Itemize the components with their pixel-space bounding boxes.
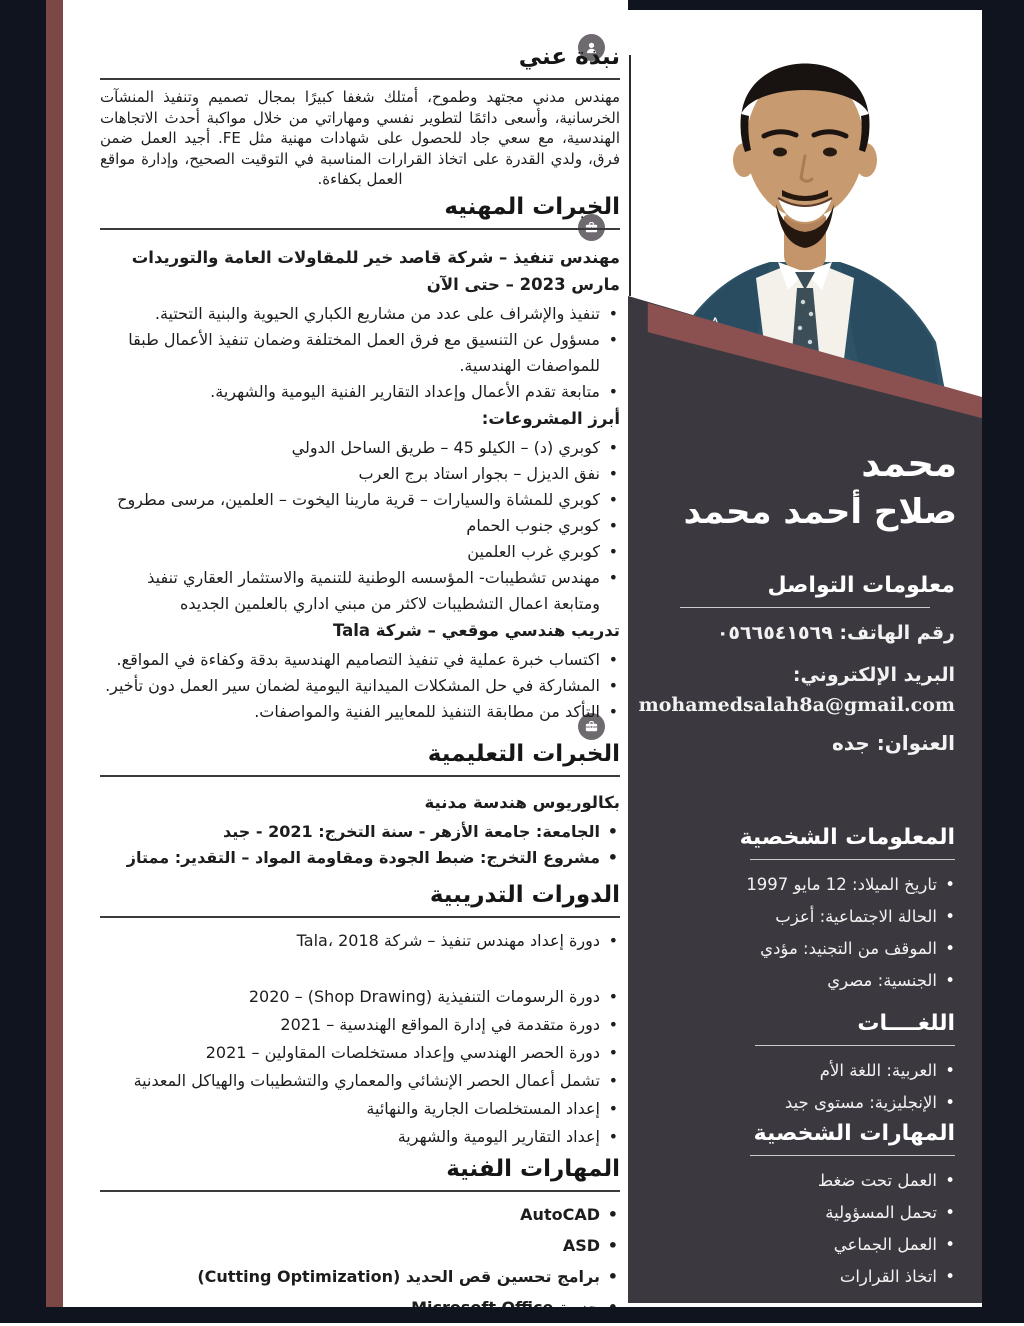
list-item: • كوبري جنوب الحمام [100, 513, 620, 539]
soft-skills-underline [750, 1155, 955, 1156]
languages-section [628, 1008, 982, 1124]
list-item: • الموقف من التجنيد: مؤدي [638, 938, 955, 960]
list-item: • اتخاذ القرارات [638, 1266, 955, 1288]
section-education [100, 737, 620, 871]
address-value: العنوان: جده [831, 731, 955, 755]
list-item: • اكتساب خبرة عملية في تنفيذ التصاميم الهندسية بدقة وكفاءة في المواقع. [100, 647, 620, 673]
profile-photo [628, 10, 982, 440]
job-period: مارس 2023 – حتى الآن [426, 275, 620, 294]
section-courses [100, 878, 620, 1152]
list-item: • العمل الجماعي [638, 1234, 955, 1256]
projects-list [100, 435, 620, 617]
list-item: • الحالة الاجتماعية: أعزب [638, 906, 955, 928]
list-item: • العربية: اللغة الأم [638, 1060, 955, 1082]
main-column [100, 0, 620, 1307]
list-item: • نفق الديزل – بجوار استاد برج العرب [100, 461, 620, 487]
job-title: مهندس تنفيذ – شركة قاصد خير للمقاولات العامة والتوريدات [131, 248, 620, 267]
contact-title: معلومات التواصل [767, 573, 955, 598]
soft-skills-list [628, 1170, 982, 1288]
list-item: • تاريخ الميلاد: 12 مايو 1997 [638, 874, 955, 896]
portrait-man-in-suit [628, 10, 982, 440]
degree: بكالوريوس هندسة مدنية [424, 793, 620, 812]
list-item: • تنفيذ والإشراف على عدد من مشاريع الكباري الحيوية والبنية التحتية. [100, 301, 620, 327]
list-item: • كوبري (د) – الكيلو 45 – طريق الساحل الدولي [100, 435, 620, 461]
maroon-accent-stripe [46, 0, 63, 1307]
section-title-courses: الدورات التدريبية [100, 878, 620, 918]
section-skills [100, 1152, 620, 1326]
list-item: • كوبري غرب العلمين [100, 539, 620, 565]
list-item: • إعداد التقارير اليومية والشهرية [100, 1124, 620, 1150]
contact-section [628, 570, 982, 758]
list-item: • مشروع التخرج: ضبط الجودة ومقاومة المواد – التقدير: ممتاز [100, 845, 620, 871]
about-paragraph: مهندس مدني مجتهد وطموح، أمتلك شغفا كبيرًا بمجال تصميم وتنفيذ المنشآت الخرسانية، وأسعى دائمًا لتطوير نفسي ومهاراتي من خلال مواكبة أحدث الاتجاهات الهندسية، مع سعي جاد للحصول على شهادات مهنية مثل FE. أجيد العمل ضمن فرق، ولدي القدرة على اتخاذ القرارات المناسبة في التوقيت الصحيح، وإدارة مواقع العمل بكفاءة. [100, 88, 620, 188]
phone-value: رقم الهاتف: ٠٥٦٦٥٤١٥٦٩ [716, 622, 955, 644]
list-item: • الإنجليزية: مستوى جيد [638, 1092, 955, 1114]
list-item: • برامج تحسين قص الحديد (Cutting Optimization) [100, 1264, 620, 1290]
list-item: • دورة إعداد مهندس تنفيذ – شركة Tala، 2018 [100, 928, 620, 954]
soft-skills-title: المهارات الشخصية [753, 1121, 955, 1146]
list-item: • ASD [100, 1233, 620, 1259]
course-first-list [100, 928, 620, 954]
name-rest: صلاح أحمد محمد [683, 492, 957, 532]
list-item: • دورة متقدمة في إدارة المواقع الهندسية – 2021 [100, 1012, 620, 1038]
list-item: • دورة الحصر الهندسي وإعداد مستخلصات المقاولين – 2021 [100, 1040, 620, 1066]
list-item: • تحمل المسؤولية [638, 1202, 955, 1224]
education-list [100, 819, 620, 871]
list-item: • كوبري للمشاة والسيارات – قرية مارينا اليخوت – العلمين، مرسى مطروح [100, 487, 620, 513]
personal-underline [750, 859, 955, 860]
soft-skills-section [628, 1118, 982, 1298]
bottom-navy-bar [0, 1307, 1024, 1323]
training-points-list [100, 647, 620, 725]
skills-list [100, 1202, 620, 1321]
list-item: • مهندس تشطيبات- المؤسسه الوطنية للتنمية والاستثمار العقاري تنفيذ ومتابعة اعمال التشطيبات لاكثر من مبني اداري بالعلمين الجديده [100, 565, 620, 617]
languages-underline [755, 1045, 955, 1046]
section-experience [100, 190, 620, 725]
section-title-education: الخبرات التعليمية [100, 737, 620, 777]
photo-left-divider [629, 55, 631, 296]
personal-info-section [628, 822, 982, 1002]
list-item: • متابعة تقدم الأعمال وإعداد التقارير الفنية اليومية والشهرية. [100, 379, 620, 405]
section-title-experience: الخبرات المهنيه [100, 190, 620, 230]
section-about [100, 28, 620, 190]
languages-list [628, 1060, 982, 1114]
list-item: • تشمل أعمال الحصر الإنشائي والمعماري والتشطيبات والهياكل المعدنية [100, 1068, 620, 1094]
list-item: • العمل تحت ضغط [638, 1170, 955, 1192]
training-title: تدريب هندسي موقعي – شركة Tala [332, 621, 620, 640]
section-title-about: نبذة عني [100, 28, 620, 80]
list-item: • المشاركة في حل المشكلات الميدانية اليومية لضمان سير العمل دون تأخير. [100, 673, 620, 699]
sidebar [628, 10, 982, 1303]
right-navy-bar [982, 0, 1024, 1323]
list-item: • دورة الرسومات التنفيذية (Shop Drawing) – 2020 [100, 984, 620, 1010]
personal-info-title: المعلومات الشخصية [739, 825, 955, 850]
contact-underline [680, 607, 930, 608]
top-navy-strip [628, 0, 1024, 10]
email-value[interactable]: mohamedsalah8a@gmail.com [638, 694, 955, 716]
personal-info-list [628, 874, 982, 992]
name-first: محمد [861, 442, 957, 485]
courses-list [100, 984, 620, 1150]
list-item: • AutoCAD [100, 1202, 620, 1228]
list-item: • الجنسية: مصري [638, 970, 955, 992]
section-title-skills: المهارات الفنية [100, 1152, 620, 1192]
list-item: • مسؤول عن التنسيق مع فرق العمل المختلفة وضمان تنفيذ الأعمال طبقا للمواصفات الهندسية. [100, 327, 620, 379]
list-item: • الجامعة: جامعة الأزهر - سنة التخرج: 2021 - جيد [100, 819, 620, 845]
languages-title: اللغــــات [857, 1011, 955, 1036]
duties-list [100, 301, 620, 405]
email-label: البريد الإلكتروني: [792, 664, 955, 686]
left-navy-bar [0, 0, 46, 1323]
list-item: • إعداد المستخلصات الجارية والنهائية [100, 1096, 620, 1122]
projects-label: أبرز المشروعات: [481, 409, 620, 428]
list-item: • التأكد من مطابقة التنفيذ للمعايير الفنية والمواصفات. [100, 699, 620, 725]
